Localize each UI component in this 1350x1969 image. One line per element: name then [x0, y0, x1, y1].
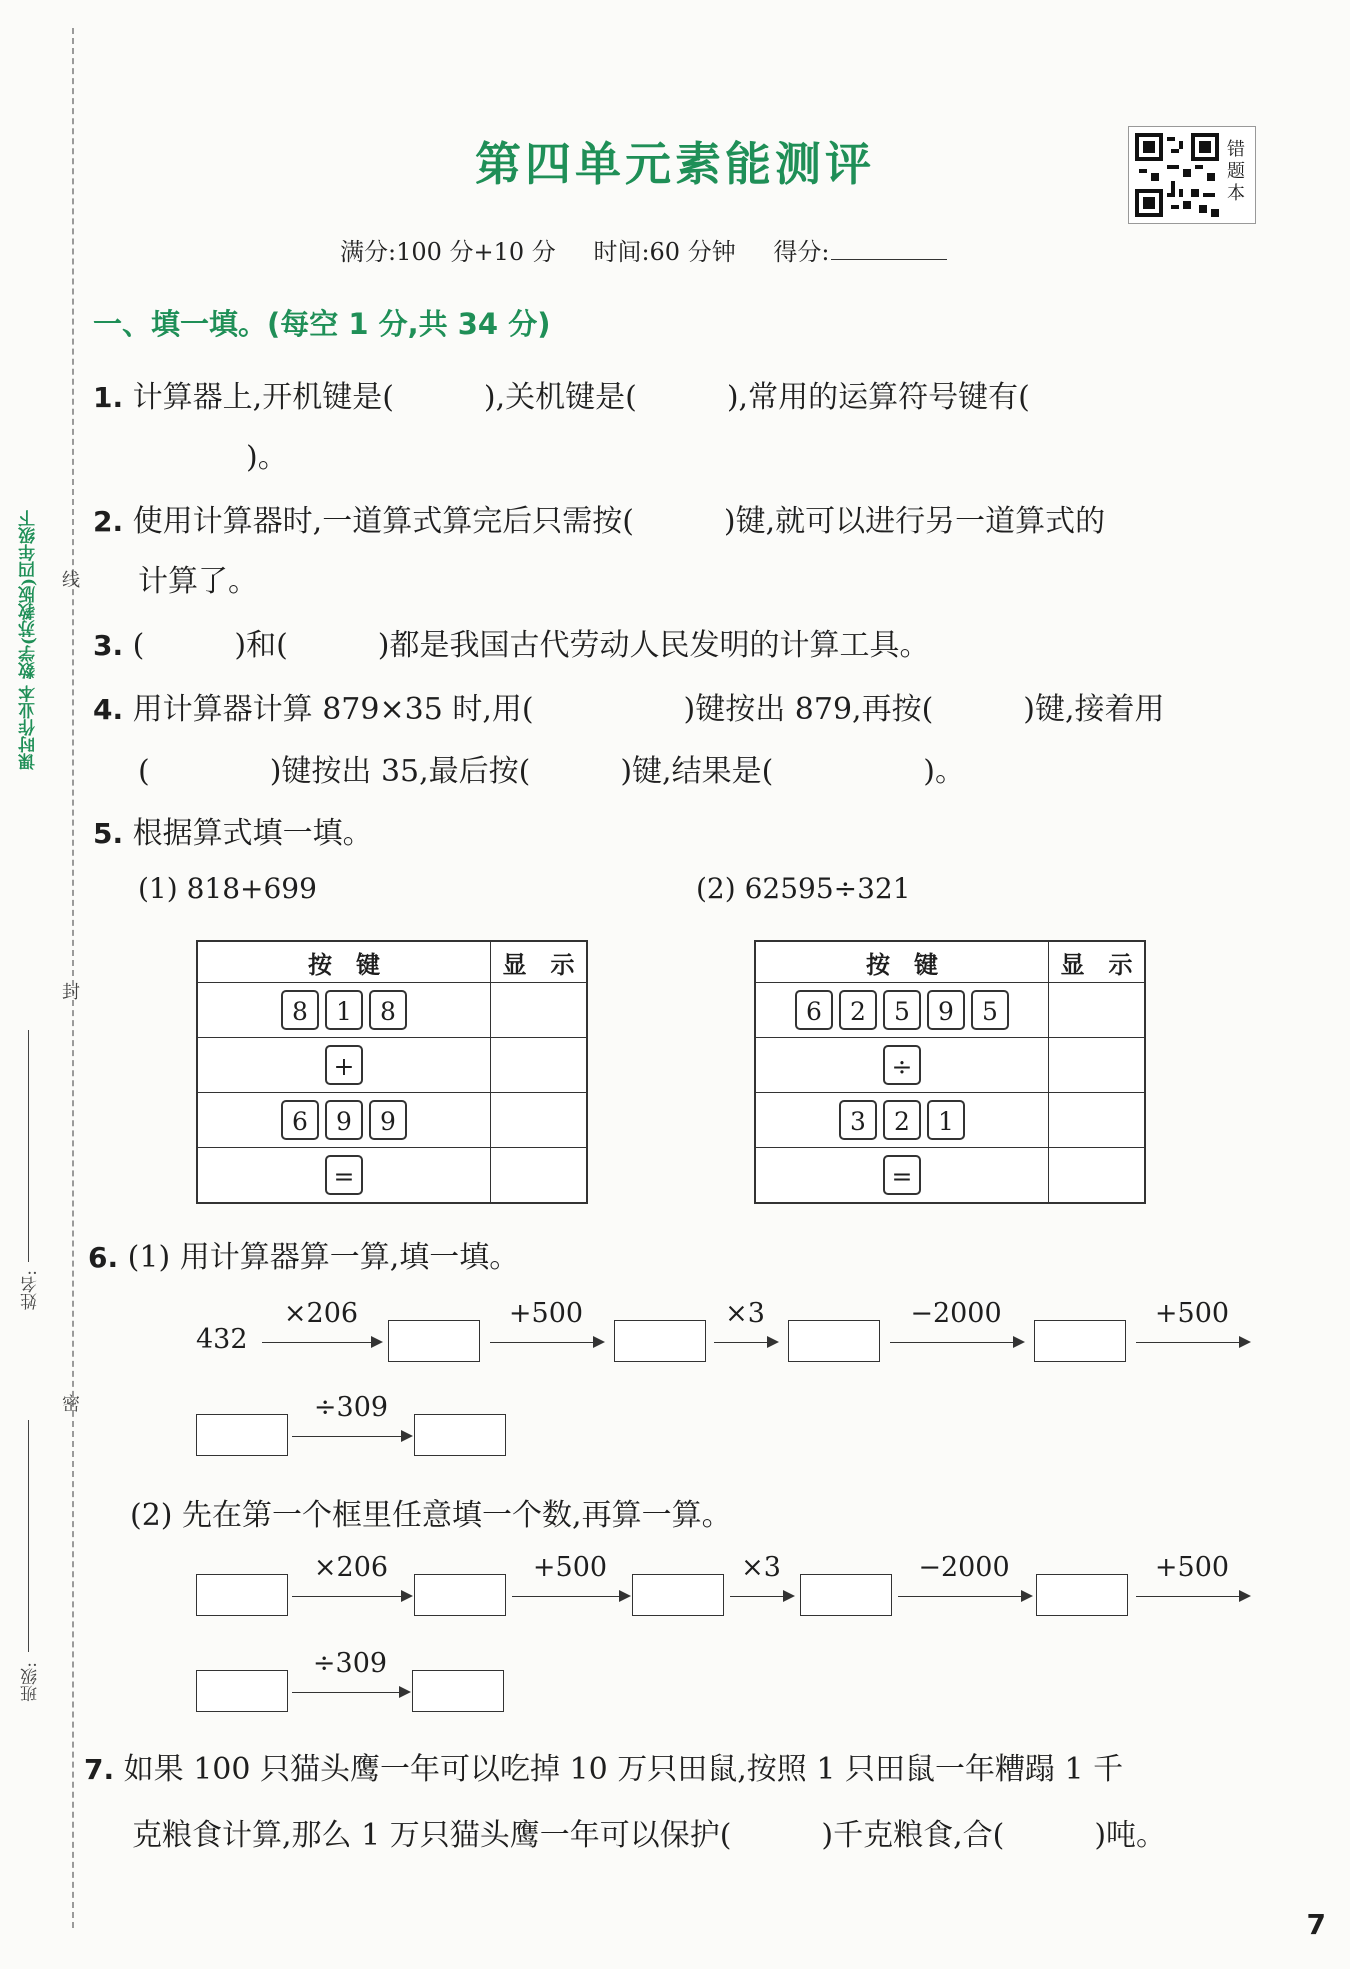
- calculator-key: ÷: [883, 1045, 921, 1085]
- operation-label: ÷309: [312, 1648, 388, 1679]
- question-text: (1) 用计算器算一算,填一填。: [127, 1240, 520, 1275]
- question-3: [93, 620, 930, 664]
- page-number: 7: [1306, 1908, 1326, 1941]
- arrow: [490, 1342, 602, 1343]
- cut-mark-mi: 密: [62, 1394, 80, 1415]
- operation-label: ×206: [313, 1552, 389, 1583]
- display-cell[interactable]: [491, 1148, 588, 1204]
- key-row: [755, 983, 1049, 1038]
- answer-box[interactable]: [414, 1574, 506, 1616]
- qr-code-icon: [1135, 133, 1219, 217]
- arrow: [292, 1436, 410, 1437]
- arrow: [730, 1596, 792, 1597]
- header-keys: 按 键: [755, 941, 1049, 983]
- question-2-continued: 计算了。: [138, 564, 258, 599]
- arrow: [1136, 1342, 1248, 1343]
- arrow: [292, 1692, 408, 1693]
- cut-mark-feng: 封: [62, 982, 80, 1003]
- question-number: 2.: [93, 505, 124, 538]
- section-heading: 一、填一填。(每空 1 分,共 34 分): [93, 307, 551, 341]
- question-4-continued: ( )键按出 35,最后按( )键,结果是( )。: [138, 754, 966, 789]
- question-6: [88, 1232, 519, 1276]
- answer-box[interactable]: [614, 1320, 706, 1362]
- name-field-label: 姓名:: [21, 1270, 41, 1310]
- operation-label: +500: [508, 1298, 584, 1329]
- question-text: 根据算式填一填。: [132, 816, 373, 851]
- arrow: [714, 1342, 776, 1343]
- header-display: 显 示: [491, 941, 588, 983]
- operation-label: ×206: [283, 1298, 359, 1329]
- question-2: [93, 496, 1105, 540]
- answer-box[interactable]: [196, 1574, 288, 1616]
- score-label: 得分:: [773, 238, 830, 266]
- question-number: 7.: [84, 1753, 115, 1786]
- operation-label: +500: [1154, 1552, 1230, 1583]
- answer-box[interactable]: [632, 1574, 724, 1616]
- page-title: 第四单元素能测评: [475, 137, 875, 191]
- calculator-key: 6: [281, 1100, 319, 1140]
- header-display: 显 示: [1049, 941, 1146, 983]
- answer-box[interactable]: [196, 1414, 288, 1456]
- calculator-key: 1: [927, 1100, 965, 1140]
- operation-label: −2000: [918, 1552, 1010, 1583]
- question-text: 如果 100 只猫头鹰一年可以吃掉 10 万只田鼠,按照 1 只田鼠一年糟蹋 1 千: [123, 1752, 1124, 1787]
- display-cell[interactable]: [1049, 1148, 1146, 1204]
- calculator-key: 9: [369, 1100, 407, 1140]
- operation-label: ×3: [725, 1298, 765, 1329]
- arrow: [898, 1596, 1030, 1597]
- arrow: [1136, 1596, 1248, 1597]
- calculator-key: 6: [795, 990, 833, 1030]
- question-text: 使用计算器时,一道算式算完后只需按( )键,就可以进行另一道算式的: [132, 504, 1106, 539]
- q5-part2-label: (2) 62595÷321: [696, 872, 911, 905]
- question-4: [93, 684, 1165, 728]
- cut-mark-xian: 线: [62, 570, 80, 591]
- class-field-label: 班级:: [21, 1662, 41, 1702]
- time-limit: 时间:60 分钟: [593, 238, 736, 266]
- calculator-key: =: [325, 1155, 363, 1195]
- calculator-key: 2: [839, 990, 877, 1030]
- display-cell[interactable]: [491, 983, 588, 1038]
- key-row: [755, 1038, 1049, 1093]
- name-field-line[interactable]: [28, 1030, 29, 1262]
- key-row: [197, 1148, 491, 1204]
- question-text: 用计算器计算 879×35 时,用( )键按出 879,再按( )键,接着用: [132, 692, 1165, 727]
- calculator-key: 2: [883, 1100, 921, 1140]
- calculator-key: 3: [839, 1100, 877, 1140]
- display-cell[interactable]: [1049, 1093, 1146, 1148]
- answer-box[interactable]: [412, 1670, 504, 1712]
- operation-label: ×3: [741, 1552, 781, 1583]
- question-number: 5.: [93, 817, 124, 850]
- display-cell[interactable]: [491, 1093, 588, 1148]
- wrong-questions-label: 错题本: [1227, 139, 1245, 204]
- keypress-table-1: [196, 940, 588, 1204]
- full-score: 满分:100 分+10 分: [340, 238, 556, 266]
- q5-part1-label: (1) 818+699: [138, 872, 317, 905]
- question-1-continued: )。: [246, 440, 288, 475]
- keypress-table-2: [754, 940, 1146, 1204]
- answer-box[interactable]: [788, 1320, 880, 1362]
- test-meta: [340, 232, 977, 267]
- calculator-key: 5: [971, 990, 1009, 1030]
- header-keys: 按 键: [197, 941, 491, 983]
- qr-card[interactable]: [1128, 126, 1256, 224]
- question-text: ( )和( )都是我国古代劳动人民发明的计算工具。: [132, 628, 930, 663]
- display-cell[interactable]: [491, 1038, 588, 1093]
- answer-box[interactable]: [388, 1320, 480, 1362]
- class-field-line[interactable]: [28, 1420, 29, 1652]
- calculator-key: 1: [325, 990, 363, 1030]
- question-number: 3.: [93, 629, 124, 662]
- question-7-continued: 克粮食计算,那么 1 万只猫头鹰一年可以保护( )千克粮食,合( )吨。: [132, 1818, 1167, 1853]
- arrow: [262, 1342, 380, 1343]
- display-cell[interactable]: [1049, 1038, 1146, 1093]
- q6-part2-text: (2) 先在第一个框里任意填一个数,再算一算。: [130, 1498, 732, 1533]
- question-text: 计算器上,开机键是( ),关机键是( ),常用的运算符号键有(: [132, 380, 1030, 415]
- calculator-key: 5: [883, 990, 921, 1030]
- start-value: 432: [196, 1324, 248, 1355]
- answer-box[interactable]: [1036, 1574, 1128, 1616]
- question-7: [84, 1744, 1123, 1788]
- key-row: [197, 983, 491, 1038]
- calculator-key: 8: [281, 990, 319, 1030]
- question-5: [93, 808, 373, 852]
- calculator-key: 9: [325, 1100, 363, 1140]
- question-number: 4.: [93, 693, 124, 726]
- calculator-key: =: [883, 1155, 921, 1195]
- score-blank[interactable]: [831, 239, 947, 260]
- display-cell[interactable]: [1049, 983, 1146, 1038]
- answer-box[interactable]: [414, 1414, 506, 1456]
- key-row: [755, 1093, 1049, 1148]
- key-row: [755, 1148, 1049, 1204]
- operation-label: −2000: [910, 1298, 1002, 1329]
- answer-box[interactable]: [196, 1670, 288, 1712]
- key-row: [197, 1038, 491, 1093]
- calculator-key: +: [325, 1045, 363, 1085]
- operation-label: +500: [1154, 1298, 1230, 1329]
- calculator-key: 8: [369, 990, 407, 1030]
- arrow: [512, 1596, 628, 1597]
- arrow: [890, 1342, 1022, 1343]
- book-series-title: 课时作业本 数学(苏教版)四年级下: [19, 509, 39, 770]
- question-number: 6.: [88, 1241, 119, 1274]
- question-number: 1.: [93, 381, 124, 414]
- answer-box[interactable]: [1034, 1320, 1126, 1362]
- arrow: [292, 1596, 410, 1597]
- answer-box[interactable]: [800, 1574, 892, 1616]
- operation-label: +500: [532, 1552, 608, 1583]
- question-1: [93, 372, 1030, 416]
- calculator-key: 9: [927, 990, 965, 1030]
- operation-label: ÷309: [313, 1392, 389, 1423]
- key-row: [197, 1093, 491, 1148]
